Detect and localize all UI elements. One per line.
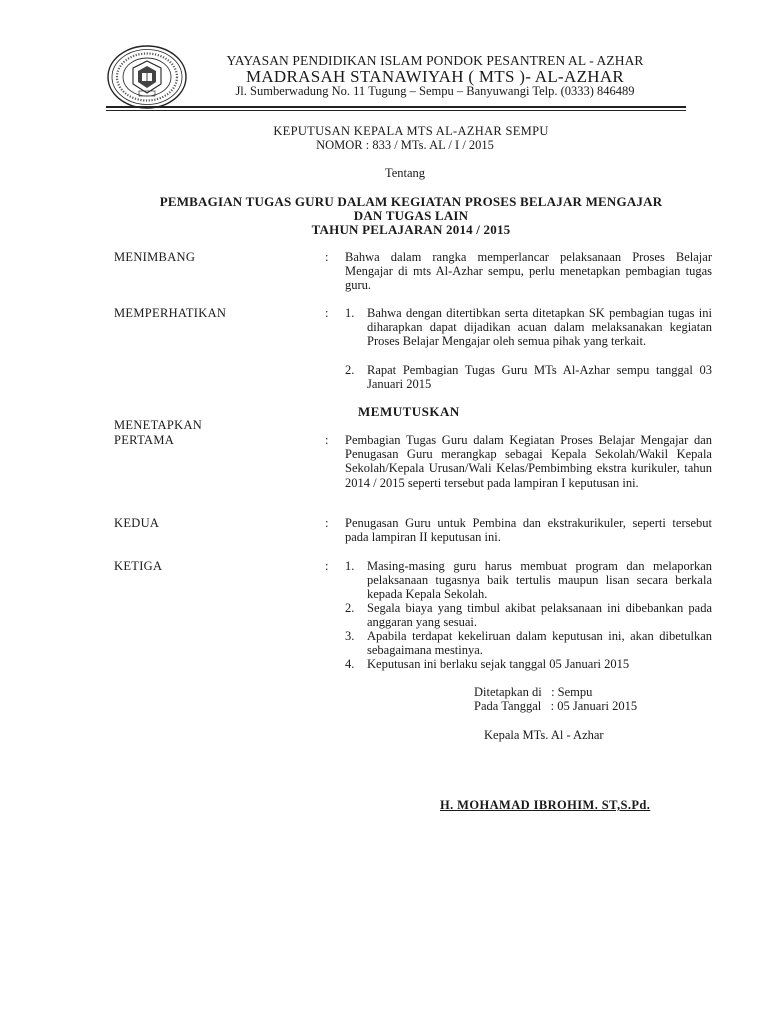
- memperhatikan-item-2: Rapat Pembagian Tugas Guru MTs Al-Azhar sempu tanggal 03 Januari 2015: [367, 363, 712, 392]
- memutuskan-heading: MEMUTUSKAN: [358, 404, 460, 419]
- colon: :: [325, 306, 329, 320]
- tentang-label: Tentang: [384, 166, 426, 180]
- colon: :: [325, 559, 329, 573]
- list-number: 1.: [345, 306, 355, 320]
- menetapkan-label: MENETAPKAN: [114, 418, 203, 432]
- colon: :: [325, 516, 329, 530]
- foundation-name: YAYASAN PENDIDIKAN ISLAM PONDOK PESANTREN AL - AZHAR: [226, 53, 644, 68]
- ketiga-label: KETIGA: [114, 559, 163, 573]
- decree-subject-line3: TAHUN PELAJARAN 2014 / 2015: [311, 222, 511, 237]
- letterhead-divider-thin: [106, 110, 686, 111]
- school-address: Jl. Sumberwadung No. 11 Tugung – Sempu – Banyuwangi Telp. (0333) 846489: [235, 84, 635, 98]
- list-number: 1.: [345, 559, 355, 573]
- memperhatikan-item-1: Bahwa dengan ditertibkan serta ditetapkan SK pembagian tugas ini diharapkan dapat dijadikan acuan dalam melaksanakan kegiatan Proses Belajar Mengajar oleh semua pihak yang terkait.: [367, 306, 712, 349]
- pertama-text: Pembagian Tugas Guru dalam Kegiatan Proses Belajar Mengajar dan Penugasan Guru merangkap sebagai Kepala Sekolah/Wakil Kepala Sekolah/Kepala Urusan/Wali Kelas/Pembimbing ekstra kurikuler, tahun 2014 / 2015 seperti tersebut pada lampiran I keputusan ini.: [345, 433, 712, 490]
- kedua-label: KEDUA: [114, 516, 160, 530]
- memperhatikan-label: MEMPERHATIKAN: [114, 306, 227, 320]
- signatory-name: H. MOHAMAD IBROHIM. ST,S.Pd.: [440, 798, 651, 812]
- list-number: 2.: [345, 601, 355, 615]
- decree-title: KEPUTUSAN KEPALA MTS AL-AZHAR SEMPU: [273, 124, 549, 138]
- decree-subject-line2: DAN TUGAS LAIN: [353, 208, 469, 223]
- ketiga-item-2: Segala biaya yang timbul akibat pelaksanaan ini dibebankan pada anggaran yang sesuai.: [367, 601, 712, 630]
- decree-subject-line1: PEMBAGIAN TUGAS GURU DALAM KEGIATAN PROSES BELAJAR MENGAJAR: [159, 194, 663, 209]
- ketiga-item-4: Keputusan ini berlaku sejak tanggal 05 Januari 2015: [367, 657, 630, 671]
- menimbang-text: Bahwa dalam rangka memperlancar pelaksanaan Proses Belajar Mengajar di mts Al-Azhar sempu, perlu menetapkan pembagian tugas guru.: [345, 250, 712, 293]
- ketiga-item-1: Masing-masing guru harus membuat program dan melaporkan pelaksanaan tugasnya baik tertulis maupun lisan secara berkala kepada Kepala Sekolah.: [367, 559, 712, 602]
- signature-place: Ditetapkan di : Sempu: [474, 685, 593, 699]
- decree-number: NOMOR : 833 / MTs. AL / I / 2015: [316, 138, 494, 152]
- ketiga-item-3: Apabila terdapat kekeliruan dalam keputusan ini, akan dibetulkan sebagaimana mestinya.: [367, 629, 712, 658]
- school-logo-icon: [106, 44, 188, 110]
- list-number: 2.: [345, 363, 355, 377]
- signature-date: Pada Tanggal : 05 Januari 2015: [474, 699, 638, 713]
- school-name: MADRASAH STANAWIYAH ( MTS )- AL-AZHAR: [245, 67, 625, 86]
- signature-position: Kepala MTs. Al - Azhar: [484, 728, 604, 742]
- list-number: 3.: [345, 629, 355, 643]
- list-number: 4.: [345, 657, 355, 671]
- colon: :: [325, 433, 329, 447]
- pertama-label: PERTAMA: [114, 433, 175, 447]
- kedua-text: Penugasan Guru untuk Pembina dan ekstrakurikuler, seperti tersebut pada lampiran II keputusan ini.: [345, 516, 712, 545]
- letterhead-divider-thick: [106, 106, 686, 108]
- menimbang-label: MENIMBANG: [114, 250, 196, 264]
- colon: :: [325, 250, 329, 264]
